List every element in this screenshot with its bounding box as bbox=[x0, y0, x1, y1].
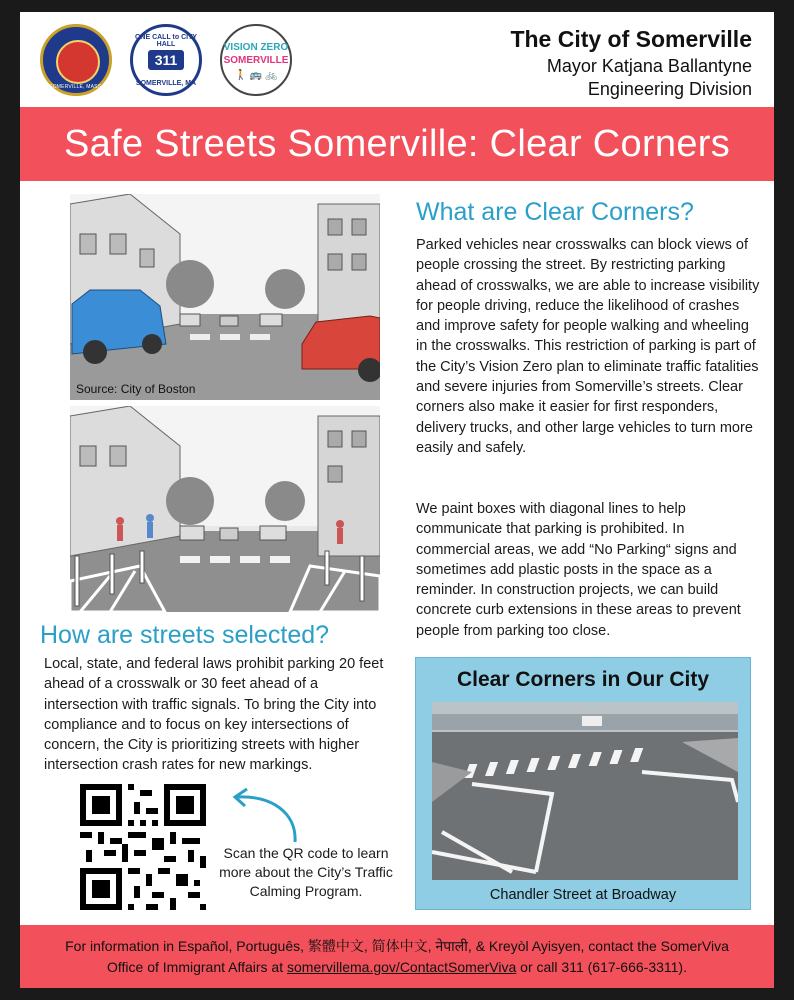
intersection-photo bbox=[432, 702, 738, 880]
how-heading: How are streets selected? bbox=[40, 621, 330, 649]
city-name: The City of Somerville bbox=[510, 26, 752, 52]
logo-row bbox=[40, 24, 300, 104]
title-banner bbox=[20, 107, 774, 181]
page-title: Safe Streets Somerville: Clear Corners bbox=[63, 122, 731, 165]
street-before-image bbox=[70, 194, 380, 400]
clear-corners-photo-box bbox=[415, 657, 751, 910]
footer-line-2-prefix: Office of Immigrant Affairs at bbox=[107, 959, 287, 975]
vision-zero-line1: VISION ZERO bbox=[223, 42, 289, 53]
call-311-logo bbox=[130, 24, 202, 96]
qr-code-graphic bbox=[80, 784, 206, 910]
illustration-source: Source: City of Boston bbox=[76, 382, 196, 396]
street-illustration-after bbox=[70, 406, 380, 612]
what-paragraph-1: Parked vehicles near crosswalks can block views of people crossing the street. By restricting parking ahead of crosswalks, we are able to increase visibility for people driving, reduce the likelihood of crashes and improve safety for people walking and wheeling in the crosswalks. This restriction of parking is part of the City’s Vision Zero plan to eliminate traffic fatalities and severe injuries from Somerville’s streets. Clear corners also make it easier for first responders, delivery trucks, and other large vehicles to turn more easily and safely. bbox=[416, 237, 760, 456]
division-name: Engineering Division bbox=[587, 79, 752, 99]
street-after-image bbox=[70, 406, 380, 612]
contact-somerviva-link[interactable]: somervillema.gov/ContactSomerViva bbox=[287, 959, 517, 975]
curved-arrow-icon bbox=[225, 787, 305, 847]
call-311-number: 311 bbox=[148, 50, 184, 70]
photo-caption: Chandler Street at Broadway bbox=[489, 887, 677, 903]
intersection-photo-image bbox=[432, 702, 738, 880]
mayor-name: Mayor Katjana Ballantyne bbox=[546, 56, 752, 76]
transport-icons: 🚶 🚌 🚲 bbox=[234, 70, 278, 81]
vision-zero-logo bbox=[220, 24, 292, 96]
call-311-bottom-text: SOMERVILLE, MA bbox=[135, 80, 197, 87]
street-illustration-before bbox=[70, 194, 380, 400]
how-paragraph: Local, state, and federal laws prohibit parking 20 feet ahead of a crosswalk or 30 feet ahead of a intersection with traffic signals. To bring the City into compliance and to focus on key intersections of concern, the City is prioritizing streets with higher intersection crash rates for new markings. bbox=[44, 656, 384, 774]
city-seal-logo bbox=[40, 24, 112, 96]
city-seal-text: SOMERVILLE, MASS. bbox=[49, 84, 103, 90]
what-heading: What are Clear Corners? bbox=[416, 198, 694, 226]
footer-line-2-suffix: or call 311 (617-666-3311). bbox=[516, 959, 687, 975]
footer-line-1: For information in Español, Português, 繁體中文, 简体中文, नेपाली, & Kreyòl Ayisyen, contact the SomerViva bbox=[65, 938, 729, 954]
city-seal-emblem bbox=[56, 40, 100, 84]
photo-box-title: Clear Corners in Our City bbox=[456, 668, 710, 691]
call-311-top-text: ONE CALL to CITY HALL bbox=[134, 34, 198, 48]
what-paragraph-2: We paint boxes with diagonal lines to help communicate that parking is prohibited. In commercial areas, we add “No Parking“ signs and sometimes add plastic posts in the space as a reminder. In construction projects, we can build concrete curb extensions in these areas to prevent people from parking too close. bbox=[416, 501, 741, 639]
header-block bbox=[510, 26, 752, 100]
flyer-page bbox=[20, 12, 774, 988]
vision-zero-line2: SOMERVILLE bbox=[223, 55, 289, 66]
qr-code[interactable] bbox=[80, 784, 206, 910]
footer-line-2 bbox=[20, 957, 774, 978]
qr-instructions: Scan the QR code to learn more about the City’s Traffic Calming Program. bbox=[219, 845, 393, 899]
footer-banner bbox=[20, 925, 774, 988]
